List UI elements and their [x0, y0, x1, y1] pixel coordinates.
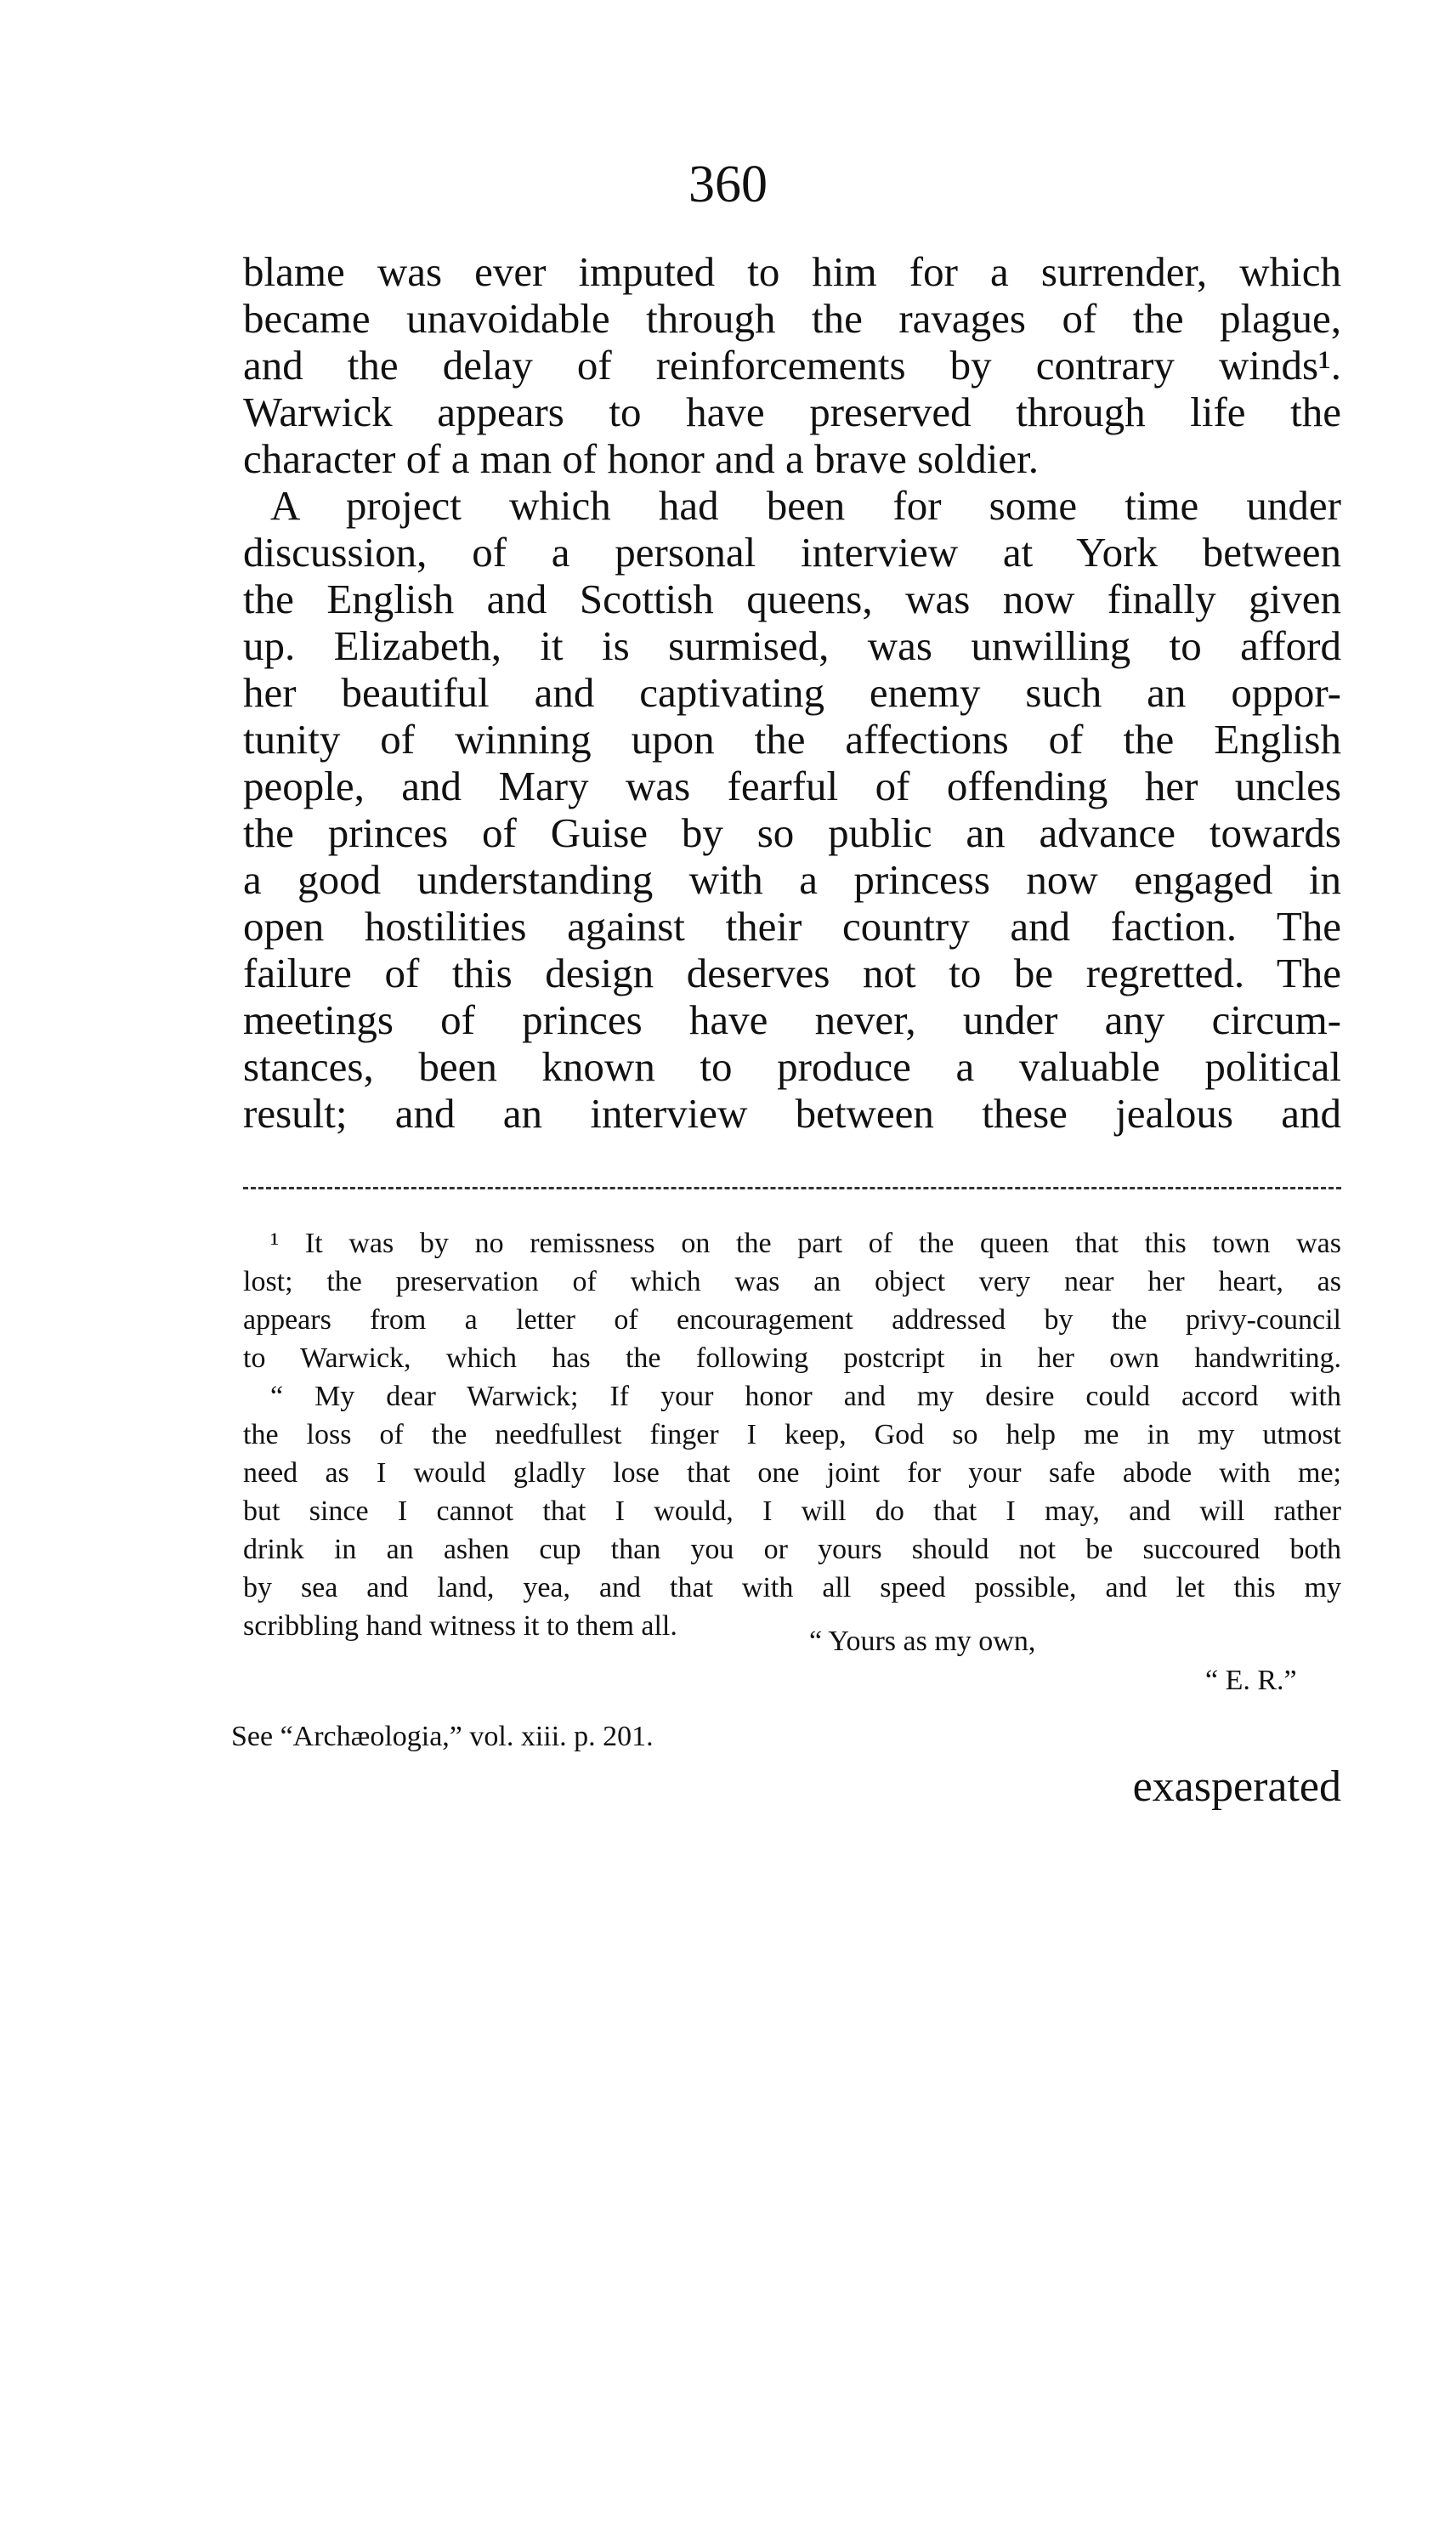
text-line: blame was ever imputed to him for a surrender, which	[243, 248, 1341, 295]
footnote-line: lost; the preservation of which was an object very near her heart, as	[243, 1266, 1341, 1297]
text-line: her beautiful and captivating enemy such an oppor-	[243, 669, 1341, 716]
footnote-line: appears from a letter of encouragement addressed by the privy-council	[243, 1304, 1341, 1336]
text-line: people, and Mary was fearful of offending her uncles	[243, 763, 1341, 809]
catchword: exasperated	[1132, 1762, 1341, 1811]
text-line: the English and Scottish queens, was now finally given	[243, 576, 1341, 622]
text-line: the princes of Guise by so public an advance towards	[243, 809, 1341, 856]
text-line: a good understanding with a princess now engaged in	[243, 856, 1341, 903]
footnote-line: by sea and land, yea, and that with all speed possible, and let this my	[243, 1572, 1341, 1603]
text-line: up. Elizabeth, it is surmised, was unwilling to afford	[243, 622, 1341, 669]
footnote-line: need as I would gladly lose that one joint for your safe abode with me;	[243, 1457, 1341, 1489]
footnote-line: scribbling hand witness it to them all.	[243, 1610, 677, 1642]
footnote-line: “ My dear Warwick; If your honor and my desire could accord with	[270, 1381, 1341, 1412]
text-line: A project which had been for some time under	[270, 482, 1341, 529]
footnote-line: but since I cannot that I would, I will do that I may, and will rather	[243, 1495, 1341, 1527]
letter-closing: “ Yours as my own,	[809, 1626, 1036, 1657]
text-line: open hostilities against their country and faction. The	[243, 903, 1341, 950]
footnote-line: the loss of the needfullest finger I keep, God so help me in my utmost	[243, 1419, 1341, 1450]
footnote-line: ¹ It was by no remissness on the part of the queen that this town was	[270, 1228, 1341, 1259]
text-line: and the delay of reinforcements by contrary winds¹.	[243, 342, 1341, 389]
page-number: 360	[688, 156, 768, 213]
text-line: character of a man of honor and a brave soldier.	[243, 435, 1040, 482]
footnote-line: drink in an ashen cup than you or yours should not be succoured both	[243, 1534, 1341, 1565]
text-line: failure of this design deserves not to be regretted. The	[243, 950, 1341, 996]
text-line: Warwick appears to have preserved through life the	[243, 389, 1341, 435]
citation: See “Archæologia,” vol. xiii. p. 201.	[231, 1721, 654, 1752]
footnote-line: to Warwick, which has the following postcript in her own handwriting.	[243, 1342, 1341, 1374]
text-line: tunity of winning upon the affections of the English	[243, 716, 1341, 763]
text-line: meetings of princes have never, under any circum-	[243, 996, 1341, 1043]
footnote-divider	[243, 1187, 1341, 1189]
text-line: result; and an interview between these jealous and	[243, 1090, 1341, 1137]
text-line: stances, been known to produce a valuable political	[243, 1043, 1341, 1090]
text-line: became unavoidable through the ravages of the plague,	[243, 295, 1341, 342]
text-line: discussion, of a personal interview at York between	[243, 529, 1341, 576]
letter-signature: “ E. R.”	[1205, 1665, 1297, 1696]
